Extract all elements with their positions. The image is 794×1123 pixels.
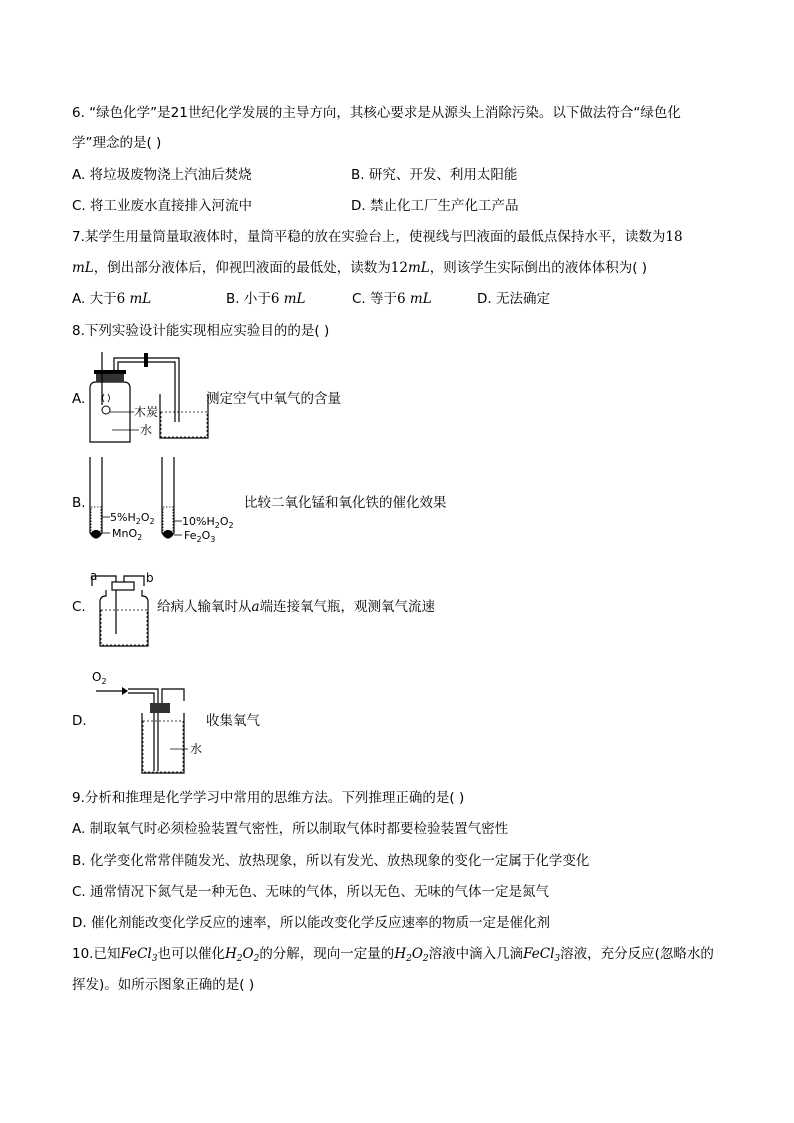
q6-option-c[interactable]: C. 将工业废水直接排入河流中 bbox=[72, 198, 253, 214]
q7-stem-line1: 7.某学生用量筒量取液体时，量筒平稳的放在实验台上，使视线与凹液面的最低点保持水平，读数为18 bbox=[72, 229, 683, 245]
q8-option-d-text[interactable]: 收集氧气 bbox=[206, 713, 260, 729]
q8-d-water-label: 水 bbox=[190, 742, 203, 756]
q7-option-d[interactable]: D. 无法确定 bbox=[477, 291, 550, 307]
q9-stem: 9.分析和推理是化学学习中常用的思维方法。下列推理正确的是( ) bbox=[72, 790, 465, 806]
q8-b-right-solution-label: $10\%H_2O_2$ bbox=[182, 515, 234, 530]
q8-c-port-b: b bbox=[146, 571, 154, 585]
q6-stem-line2: 学”理念的是( ) bbox=[72, 135, 162, 151]
q8-b-left-solution-label: $5\%H_2O_2$ bbox=[110, 511, 155, 526]
q6-stem-line1: 6. “绿色化学”是21世纪化学发展的主导方向，其核心要求是从源头上消除污染。以下做法符合“绿色化 bbox=[72, 105, 681, 121]
q7-option-a[interactable]: A. 大于6 mL bbox=[72, 291, 152, 307]
q6-option-d[interactable]: D. 禁止化工厂生产化工产品 bbox=[351, 198, 519, 214]
q8-option-b-label[interactable]: B. bbox=[72, 495, 86, 511]
q8-b-test-tubes-diagram bbox=[84, 455, 254, 545]
q8-a-charcoal-label: 木炭 bbox=[134, 405, 159, 419]
q9-option-d[interactable]: D. 催化剂能改变化学反应的速率，所以能改变化学反应速率的物质一定是催化剂 bbox=[72, 915, 550, 931]
q6-option-b[interactable]: B. 研究、开发、利用太阳能 bbox=[351, 167, 518, 183]
q8-c-port-a: a bbox=[90, 569, 98, 583]
q6-option-a[interactable]: A. 将垃圾废物浇上汽油后焚烧 bbox=[72, 167, 252, 183]
q9-option-c[interactable]: C. 通常情况下氮气是一种无色、无味的气体，所以无色、无味的气体一定是氮气 bbox=[72, 884, 550, 900]
q8-d-collection-diagram bbox=[92, 665, 212, 775]
q8-option-a-text[interactable]: 测定空气中氧气的含量 bbox=[206, 391, 341, 407]
q8-option-c-text[interactable]: 给病人输氧时从a端连接氧气瓶，观测氧气流速 bbox=[157, 599, 436, 615]
q8-b-left-catalyst-label: MnO$_2$ bbox=[112, 527, 143, 542]
q8-d-gas-label: $O_2$ bbox=[92, 670, 107, 686]
q8-stem: 8.下列实验设计能实现相应实验目的的是( ) bbox=[72, 323, 330, 339]
q8-b-right-catalyst-label: $Fe_2O_3$ bbox=[184, 529, 216, 544]
q8-a-apparatus-diagram bbox=[84, 350, 214, 450]
q8-a-water-label: 水 bbox=[140, 423, 153, 437]
q8-option-c-label[interactable]: C. bbox=[72, 599, 86, 615]
q10-stem-line1: 10.已知FeCl$_3$也可以催化$H_2O_2$的分解，现向一定量的$H_2O_2$溶液中滴入几滴FeCl$_3$溶液，充分反应(忽略水的 bbox=[72, 946, 714, 964]
q9-option-a[interactable]: A. 制取氧气时必须检验装置气密性，所以制取气体时都要检验装置气密性 bbox=[72, 821, 509, 837]
q7-stem-line2: mL，倒出部分液体后，仰视凹液面的最低处，读数为12mL，则该学生实际倒出的液体体积为( ) bbox=[72, 260, 648, 276]
q8-option-b-text[interactable]: 比较二氧化锰和氧化铁的催化效果 bbox=[244, 495, 447, 511]
q8-c-gas-bottle-diagram bbox=[88, 562, 158, 652]
q10-stem-line2: 挥发)。如所示图象正确的是( ) bbox=[72, 977, 255, 993]
q8-option-a-label[interactable]: A. bbox=[72, 391, 86, 407]
q9-option-b[interactable]: B. 化学变化常常伴随发光、放热现象，所以有发光、放热现象的变化一定属于化学变化 bbox=[72, 853, 590, 869]
q7-option-c[interactable]: C. 等于6 mL bbox=[352, 291, 432, 307]
q8-option-d-label[interactable]: D. bbox=[72, 713, 87, 729]
q7-option-b[interactable]: B. 小于6 mL bbox=[226, 291, 306, 307]
